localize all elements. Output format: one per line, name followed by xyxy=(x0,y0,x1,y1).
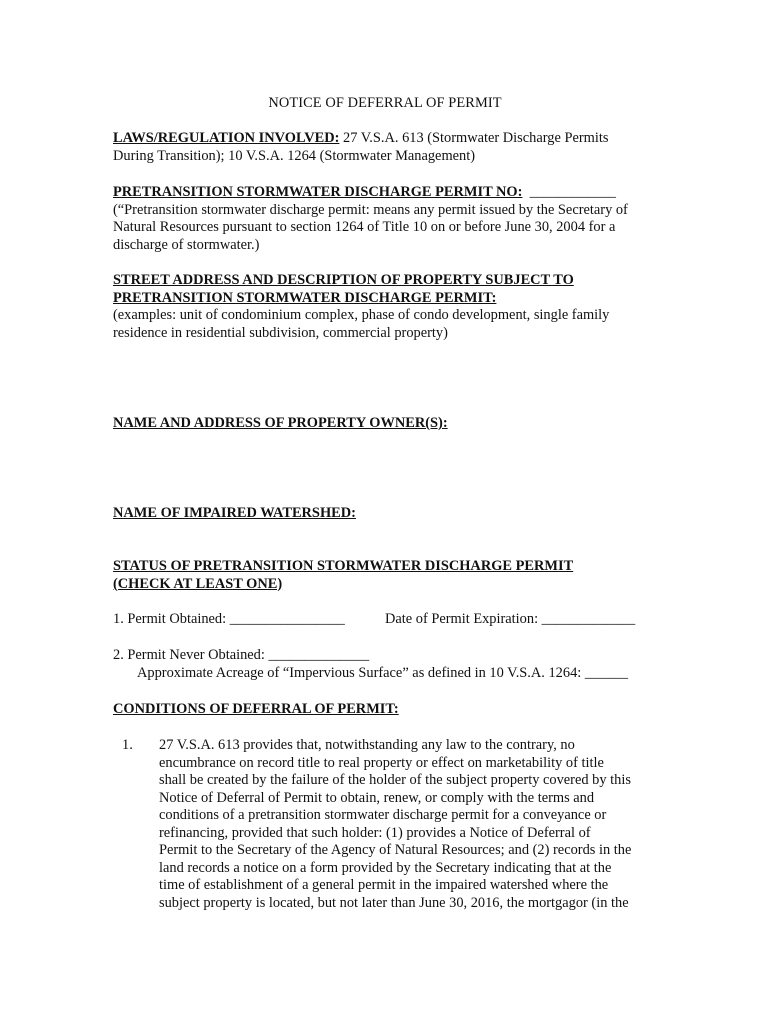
conditions-heading: CONDITIONS OF DEFERRAL OF PERMIT: xyxy=(113,701,399,717)
permit-obtained-field: 1. Permit Obtained: ________________ xyxy=(113,611,345,627)
status-heading-line-2: (CHECK AT LEAST ONE) xyxy=(113,575,283,592)
street-example-line-1: (examples: unit of condominium complex, phase of condo development, single family xyxy=(113,307,610,323)
status-section xyxy=(113,558,673,593)
document-title: NOTICE OF DEFERRAL OF PERMIT xyxy=(268,95,502,111)
laws-line-1 xyxy=(113,130,673,148)
status-item-1 xyxy=(113,611,673,629)
permit-no-line xyxy=(113,184,673,202)
street-example-line-2: residence in residential subdivision, commercial property) xyxy=(113,324,448,341)
conditions-item-1 xyxy=(122,737,667,912)
watershed-section xyxy=(113,505,673,523)
conditions-line-8: land records a notice on a form provided by the Secretary indicating that at the xyxy=(159,859,612,876)
conditions-line-4: Notice of Deferral of Permit to obtain, renew, or comply with the terms and xyxy=(159,789,595,806)
impervious-acreage-field: Approximate Acreage of “Impervious Surface” as defined in 10 V.S.A. 1264: ______ xyxy=(137,664,629,681)
conditions-line-3: shall be created by the failure of the holder of the subject property covered by this xyxy=(159,772,631,788)
status-item-2 xyxy=(113,647,673,682)
conditions-line-10: subject property is located, but not later than June 30, 2016, the mortgagor (in the xyxy=(159,894,629,911)
permit-no-blank: ____________ xyxy=(529,184,616,200)
permit-never-obtained-field: 2. Permit Never Obtained: ______________ xyxy=(113,647,370,663)
permit-no-heading: PRETRANSITION STORMWATER DISCHARGE PERMIT NO: xyxy=(113,184,523,200)
conditions-line-9: time of establishment of a general permit in the impaired watershed where the xyxy=(159,877,609,893)
permit-expiration-field: Date of Permit Expiration: _____________ xyxy=(385,611,636,627)
laws-text: 27 V.S.A. 613 (Stormwater Discharge Permits xyxy=(339,130,609,146)
conditions-item-text xyxy=(159,737,667,912)
watershed-heading: NAME OF IMPAIRED WATERSHED: xyxy=(113,505,356,521)
permit-definition-line-2: Natural Resources pursuant to section 1264 of Title 10 on or before June 30, 2004 for a xyxy=(113,219,616,235)
conditions-section xyxy=(113,701,673,719)
laws-line-2: During Transition); 10 V.S.A. 1264 (Stormwater Management) xyxy=(113,147,476,164)
conditions-line-7: Permit to the Secretary of the Agency of Natural Resources; and (2) records in the xyxy=(159,842,632,858)
owner-heading: NAME AND ADDRESS OF PROPERTY OWNER(S): xyxy=(113,415,448,431)
conditions-line-6: refinancing, provided that such holder: (1) provides a Notice of Deferral of xyxy=(159,824,591,841)
conditions-item-number: 1. xyxy=(122,737,133,753)
laws-section xyxy=(113,130,673,165)
street-heading-line-1: STREET ADDRESS AND DESCRIPTION OF PROPERTY SUBJECT TO xyxy=(113,272,574,288)
owner-section xyxy=(113,415,673,433)
permit-definition-line-1: (“Pretransition stormwater discharge permit: means any permit issued by the Secretary of xyxy=(113,201,628,218)
conditions-line-2: encumbrance on record title to real property or effect on marketability of title xyxy=(159,754,604,771)
street-address-section xyxy=(113,272,673,342)
permit-definition-line-3: discharge of stormwater.) xyxy=(113,236,260,253)
street-heading-line-2: PRETRANSITION STORMWATER DISCHARGE PERMIT: xyxy=(113,289,497,306)
permit-no-section xyxy=(113,184,673,254)
conditions-line-5: conditions of a pretransition stormwater discharge permit for a conveyance or xyxy=(159,807,607,823)
conditions-line-1: 27 V.S.A. 613 provides that, notwithstanding any law to the contrary, no xyxy=(159,737,575,753)
laws-heading: LAWS/REGULATION INVOLVED: xyxy=(113,130,340,146)
status-heading-line-1: STATUS OF PRETRANSITION STORMWATER DISCHARGE PERMIT xyxy=(113,558,574,574)
